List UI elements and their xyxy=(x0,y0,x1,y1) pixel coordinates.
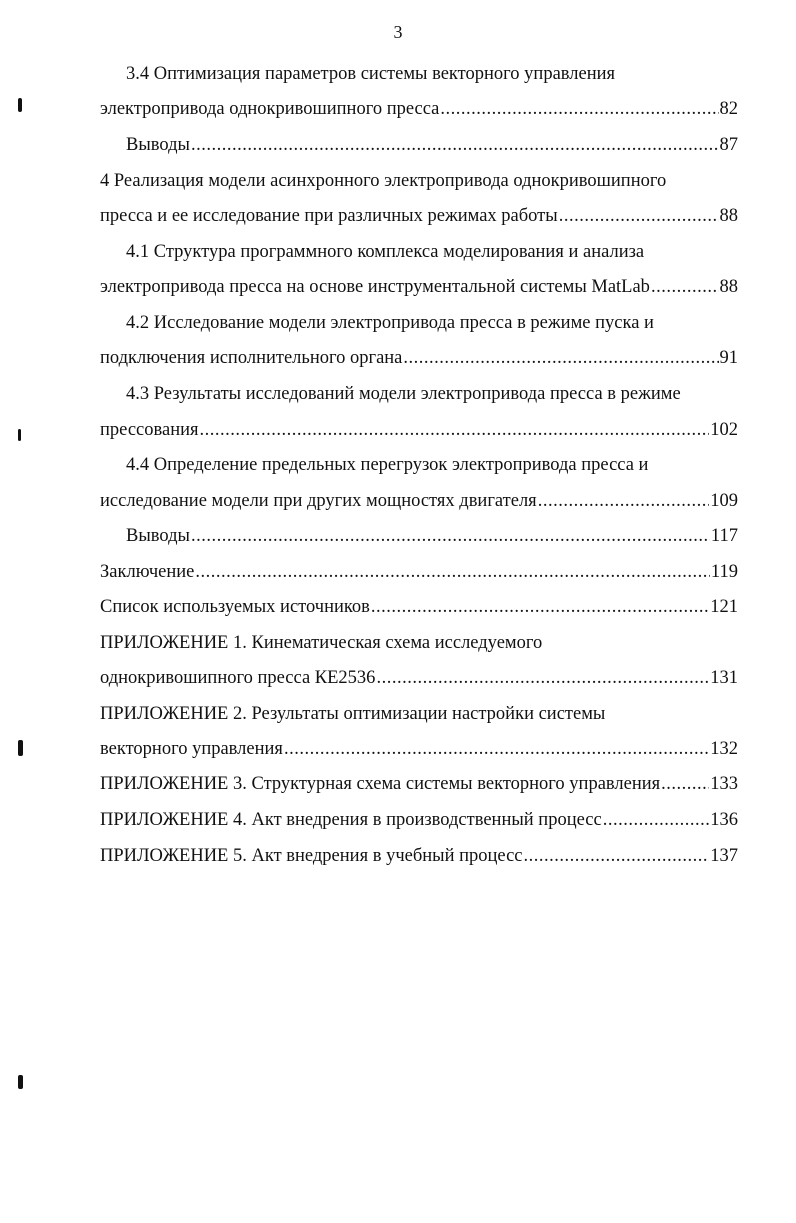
toc-entry-text: ПРИЛОЖЕНИЕ 2. Результаты оптимизации настройки системы xyxy=(100,704,606,724)
toc-line xyxy=(126,453,738,477)
toc-entry-text: Выводы xyxy=(126,526,190,546)
toc-page-number: 109 xyxy=(710,491,738,511)
toc-line xyxy=(100,204,738,228)
toc-line xyxy=(100,275,738,299)
dot-leader xyxy=(538,489,710,513)
toc-entry-text: Заключение xyxy=(100,562,195,582)
toc-line xyxy=(100,737,738,761)
toc-entry-text: Выводы xyxy=(126,135,190,155)
toc-page-number: 119 xyxy=(710,562,738,582)
toc-entry-text: 4 Реализация модели асинхронного электропривода однокривошипного xyxy=(100,171,667,191)
dot-leader xyxy=(440,97,718,121)
toc-line xyxy=(100,169,738,193)
toc-line xyxy=(100,702,738,726)
toc-page-number: 131 xyxy=(710,668,738,688)
toc-page-number: 137 xyxy=(710,846,738,866)
dot-leader xyxy=(195,560,710,584)
dot-leader xyxy=(376,666,709,690)
toc-entry-text: ПРИЛОЖЕНИЕ 5. Акт внедрения в учебный процесс xyxy=(100,846,523,866)
toc-page-number: 132 xyxy=(710,739,738,759)
dot-leader xyxy=(403,346,718,370)
dot-leader xyxy=(524,844,710,868)
toc-page-number: 91 xyxy=(719,348,738,368)
toc-entry-text: 4.2 Исследование модели электропривода пресса в режиме пуска и xyxy=(126,313,654,333)
toc-line xyxy=(100,666,738,690)
toc-line xyxy=(100,97,738,121)
toc-entry-text: 4.1 Структура программного комплекса моделирования и анализа xyxy=(126,242,645,262)
margin-punch-mark xyxy=(18,429,21,441)
dot-leader xyxy=(284,737,709,761)
toc-line xyxy=(100,631,738,655)
dot-leader xyxy=(191,133,719,157)
dot-leader xyxy=(371,595,709,619)
toc-entry-text: электропривода пресса на основе инструментальной системы MatLab xyxy=(100,277,650,297)
toc-entry-text: ПРИЛОЖЕНИЕ 1. Кинематическая схема исследуемого xyxy=(100,633,543,653)
toc-entry-text: прессования xyxy=(100,420,199,440)
toc-line xyxy=(100,418,738,442)
toc-entry-text: подключения исполнительного органа xyxy=(100,348,403,368)
toc-page-number: 117 xyxy=(710,526,738,546)
dot-leader xyxy=(559,204,719,228)
toc-line xyxy=(126,382,738,406)
toc-page-number: 88 xyxy=(719,206,738,226)
margin-punch-mark xyxy=(18,1075,23,1089)
toc-page-number: 87 xyxy=(719,135,738,155)
toc-line xyxy=(126,524,738,548)
toc-entry-text: электропривода однокривошипного пресса xyxy=(100,99,440,119)
toc-entry-text: исследование модели при других мощностях двигателя xyxy=(100,491,537,511)
toc-line xyxy=(126,62,738,86)
toc-line xyxy=(100,808,738,832)
toc-entry-text: векторного управления xyxy=(100,739,283,759)
toc-entry-text: ПРИЛОЖЕНИЕ 4. Акт внедрения в производственный процесс xyxy=(100,810,602,830)
toc-line xyxy=(100,346,738,370)
toc-entry-text: ПРИЛОЖЕНИЕ 3. Структурная схема системы векторного управления xyxy=(100,774,661,794)
margin-punch-mark xyxy=(18,98,22,112)
toc-page-number: 136 xyxy=(710,810,738,830)
toc-line xyxy=(100,844,738,868)
toc-line xyxy=(100,595,738,619)
toc-entry-text: 4.3 Результаты исследований модели электропривода пресса в режиме xyxy=(126,384,681,404)
toc-page-number: 82 xyxy=(719,99,738,119)
toc-entry-text: пресса и ее исследование при различных режимах работы xyxy=(100,206,558,226)
toc-line xyxy=(126,311,738,335)
dot-leader xyxy=(651,275,719,299)
toc-entry-text: 4.4 Определение предельных перегрузок электропривода пресса и xyxy=(126,455,649,475)
dot-leader xyxy=(191,524,710,548)
toc-page-number: 133 xyxy=(710,774,738,794)
toc-page-number: 88 xyxy=(719,277,738,297)
toc-entry-text: 3.4 Оптимизация параметров системы векторного управления xyxy=(126,64,616,84)
page-number: 3 xyxy=(393,22,403,42)
toc-entry-text: Список используемых источников xyxy=(100,597,370,617)
dot-leader xyxy=(603,808,710,832)
margin-punch-mark xyxy=(18,740,23,756)
toc-line xyxy=(100,560,738,584)
toc-line xyxy=(126,133,738,157)
toc-line xyxy=(126,240,738,264)
toc-entry-text: однокривошипного пресса КЕ2536 xyxy=(100,668,376,688)
toc-line xyxy=(100,489,738,513)
toc-page-number: 102 xyxy=(710,420,738,440)
toc-line xyxy=(100,772,738,796)
dot-leader xyxy=(661,772,709,796)
dot-leader xyxy=(200,418,710,442)
toc-page-number: 121 xyxy=(710,597,738,617)
